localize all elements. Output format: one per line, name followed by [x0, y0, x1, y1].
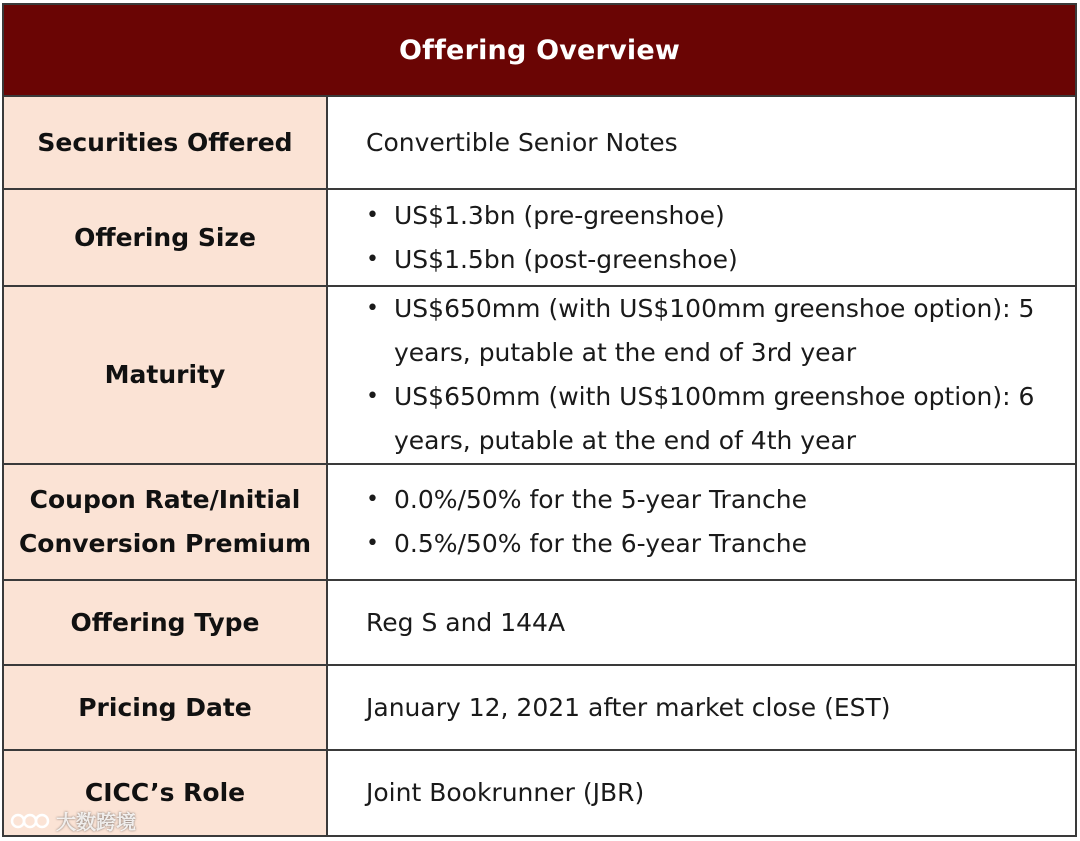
bullet-text: US$1.3bn (pre-greenshoe)	[394, 200, 725, 230]
row-label: Maturity	[4, 287, 328, 463]
watermark	[10, 806, 136, 835]
row-value	[328, 666, 1075, 749]
bullet-text: 0.0%/50% for the 5-year Tranche	[394, 485, 807, 514]
row-label: Securities Offered	[4, 97, 328, 188]
row-label: Coupon Rate/Initial Conversion Premium	[4, 465, 328, 579]
table-title: Offering Overview	[399, 34, 680, 66]
bullet-item	[366, 522, 1075, 566]
table-row-pricing-date	[4, 666, 1075, 751]
table-header	[4, 5, 1075, 97]
bullet-text: 0.5%/50% for the 6-year Tranche	[394, 529, 807, 558]
table-row-coupon-rate	[4, 465, 1075, 581]
table-row-offering-size	[4, 190, 1075, 287]
table-row-maturity	[4, 287, 1075, 465]
bullet-icon: •	[366, 296, 379, 321]
row-label: CICC’s Role	[4, 751, 328, 835]
value-text: Convertible Senior Notes	[366, 127, 678, 157]
row-label: Offering Type	[4, 581, 328, 664]
bullet-item	[366, 375, 1061, 463]
table-row-offering-type	[4, 581, 1075, 666]
bullet-text: US$650mm (with US$100mm greenshoe option): 5 years, putable at the end of 3rd year	[394, 294, 1035, 367]
row-value	[328, 465, 1075, 579]
row-value	[328, 97, 1075, 188]
bullet-item	[366, 194, 1075, 238]
row-label: Pricing Date	[4, 666, 328, 749]
value-text: Joint Bookrunner (JBR)	[366, 778, 645, 807]
bullet-item	[366, 287, 1061, 375]
table-row-securities-offered	[4, 97, 1075, 190]
row-value	[328, 751, 1075, 835]
value-text: Reg S and 144A	[366, 607, 566, 637]
row-value	[328, 581, 1075, 664]
bullet-item	[366, 478, 1075, 522]
row-value	[328, 190, 1075, 285]
value-text: January 12, 2021 after market close (EST)	[366, 692, 891, 722]
brand-logo-icon	[10, 809, 50, 833]
bullet-icon: •	[366, 531, 379, 556]
bullet-text: US$650mm (with US$100mm greenshoe option): 6 years, putable at the end of 4th year	[394, 382, 1035, 455]
watermark-text: 大数跨境	[56, 810, 136, 834]
bullet-icon: •	[366, 384, 379, 409]
row-value	[328, 287, 1075, 463]
bullet-icon: •	[366, 202, 379, 228]
table-row-cicc-role	[4, 751, 1075, 835]
bullet-text: US$1.5bn (post-greenshoe)	[394, 244, 738, 274]
bullet-item	[366, 238, 1075, 282]
bullet-icon: •	[366, 246, 379, 272]
offering-overview-table	[2, 3, 1077, 837]
bullet-icon: •	[366, 487, 379, 512]
row-label: Offering Size	[4, 190, 328, 285]
